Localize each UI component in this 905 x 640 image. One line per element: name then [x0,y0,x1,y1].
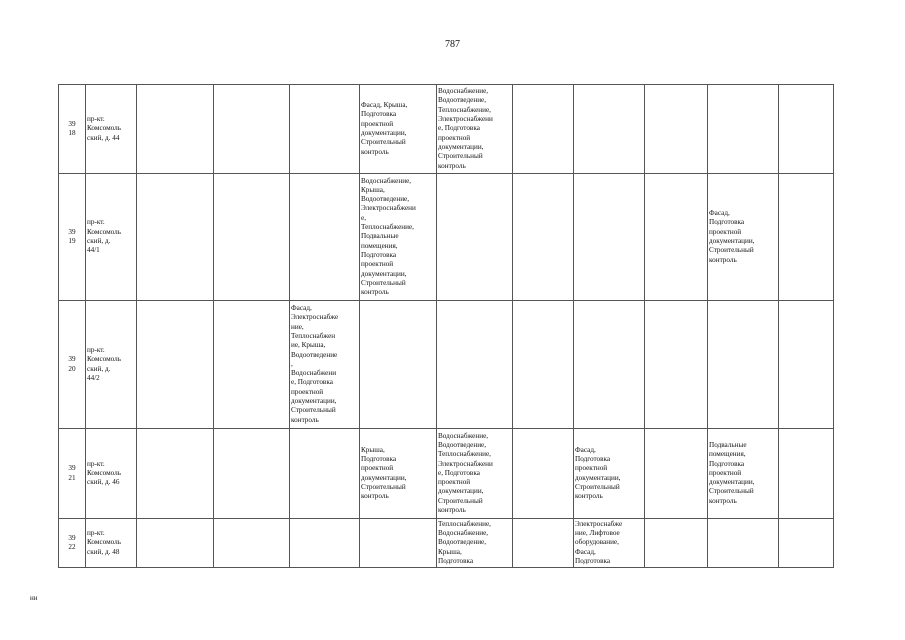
work-cell: Водоснабжение, Водоотведение, Теплоснабжение, Электроснабжени е, Подготовка проектной документации, Строительный контроль [437,85,513,174]
work-cell [513,174,574,301]
work-cell: Электроснабже ние, Лифтовое оборудование, Фасад, Подготовка [574,519,645,568]
work-cell [779,429,834,519]
work-cell [513,519,574,568]
footer-mark: нн [30,594,38,602]
work-cell: Водоснабжение, Водоотведение, Теплоснабжение, Электроснабжени е, Подготовка проектной документации, Строительный контроль [437,429,513,519]
work-cell [513,85,574,174]
work-cell: Фасад, Подготовка проектной документации, Строительный контроль [708,174,779,301]
work-cell [137,519,214,568]
work-cell [645,85,708,174]
work-cell [360,519,437,568]
table-row [59,519,834,568]
work-cell: Фасад, Электроснабже ние, Теплоснабжен ие, Крыша, Водоотведение , Водоснабжени е, Подготовка проектной документации, Строительный контроль [290,301,360,429]
work-cell [645,174,708,301]
work-cell [290,519,360,568]
address-cell: пр-кт. Комсомоль ский, д. 44/1 [86,174,137,301]
work-cell [513,429,574,519]
work-cell [779,85,834,174]
address-cell: пр-кт. Комсомоль ский, д. 48 [86,519,137,568]
work-cell [214,429,290,519]
work-cell [214,85,290,174]
work-cell [574,301,645,429]
table-row [59,174,834,301]
work-cell: Подвальные помещения, Подготовка проектной документации, Строительный контроль [708,429,779,519]
work-cell [437,174,513,301]
address-cell: пр-кт. Комсомоль ский, д. 44/2 [86,301,137,429]
work-cell: Фасад, Крыша, Подготовка проектной документации, Строительный контроль [360,85,437,174]
work-cell [137,85,214,174]
work-cell [574,174,645,301]
page-number: 787 [445,39,460,50]
work-cell [574,85,645,174]
work-cell [779,301,834,429]
work-cell [290,85,360,174]
row-number: 39 20 [59,301,86,429]
work-cell [290,429,360,519]
work-cell [437,301,513,429]
row-number: 39 21 [59,429,86,519]
work-cell [708,301,779,429]
work-cell [214,519,290,568]
work-cell [290,174,360,301]
work-cell [708,519,779,568]
work-cell [214,174,290,301]
table-row [59,429,834,519]
table-row [59,85,834,174]
work-cell [708,85,779,174]
work-cell [360,301,437,429]
work-cell: Теплоснабжение, Водоснабжение, Водоотведение, Крыша, Подготовка [437,519,513,568]
work-cell: Крыша, Подготовка проектной документации, Строительный контроль [360,429,437,519]
work-cell [137,174,214,301]
address-cell: пр-кт. Комсомоль ский, д. 44 [86,85,137,174]
row-number: 39 19 [59,174,86,301]
table-row [59,301,834,429]
work-cell [645,301,708,429]
work-cell [137,429,214,519]
work-cell [137,301,214,429]
work-cell [779,174,834,301]
work-cell: Водоснабжение, Крыша, Водоотведение, Электроснабжени е, Теплоснабжение, Подвальные помещения, Подготовка проектной документации, Строительный контроль [360,174,437,301]
work-cell [645,429,708,519]
row-number: 39 18 [59,85,86,174]
work-cell [779,519,834,568]
work-cell: Фасад, Подготовка проектной документации, Строительный контроль [574,429,645,519]
work-cell [513,301,574,429]
work-cell [645,519,708,568]
repair-schedule-table [58,84,834,568]
address-cell: пр-кт. Комсомоль ский, д. 46 [86,429,137,519]
row-number: 39 22 [59,519,86,568]
work-cell [214,301,290,429]
